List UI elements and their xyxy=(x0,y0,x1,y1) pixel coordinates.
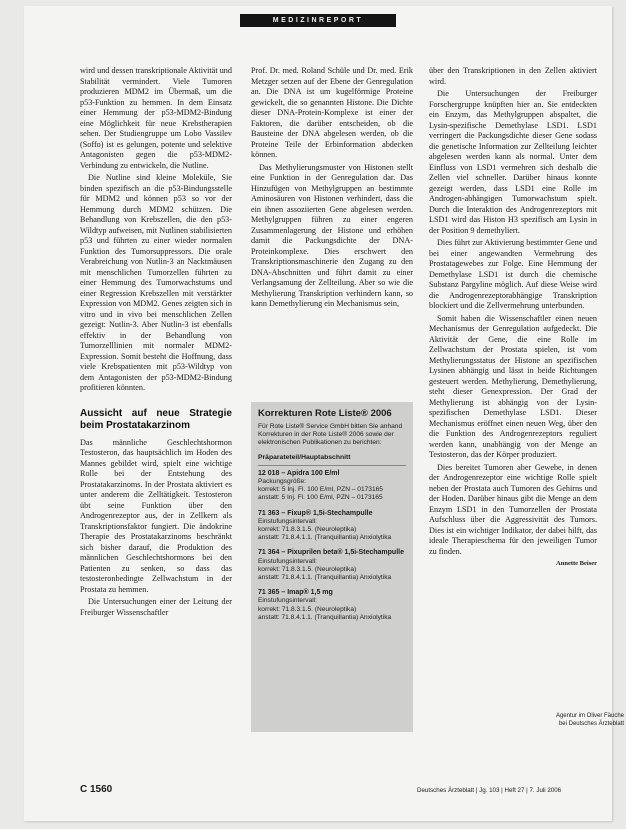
paragraph: Somit haben die Wissenschaftler einen neuen Mechanismus der Genregulation aufgedeckt. Die Aktivität der Gene, die eine Rolle im Zellwachstum der Prostata spielen, ist vom Methylierungsstatus der Histone an spezifischen Lysinen abhängig und lässt in beide Richtungen gesteuert werden. Methylierung, Demethylierung, steht dieser Genexpression. Der Grad der Methylierung ist abhängig von der Lysin-spezifischen Demethylase LSD1. Dieser Mechanismus eröffnet einen neuen Weg, über den die Funktion des Androgenrezeptors reguliert werden kann, unabhängig von der Menge an Testosteron, das der Körper produziert. xyxy=(429,313,597,459)
section-header: MEDIZINREPORT xyxy=(240,14,396,27)
drug-entry xyxy=(258,470,406,503)
paragraph: über den Transkriptionen in den Zellen aktiviert wird. xyxy=(429,66,597,86)
paragraph: Die Untersuchungen der Freiburger Forschergruppe knüpften hier an. Sie entdeckten ein Enzym, das Methylgruppen abspaltet, die Lysin-spezifische Demethylase LSD1. LSD1 verringert die Packungsdichte dieser Gene sodass die genetische Information zur Zellteilung leichter abgelesen werden kann als normal. Unter dem Einfluss von LSD1 vermehren sich deshalb die Zellen viel schneller. Darüber hinaus konnte gezeigt werden, dass LSD1 eine Rolle im Androgen-abhängigen Tumorwachstum spielt. Durch die Interaktion des Androgenrezeptors mit LSD1 wird das Histon H3 spezifisch am Lysin in der Position 9 demethyliert. xyxy=(429,89,597,235)
column-middle xyxy=(251,66,413,312)
box-category: Präparateteil/Hauptabschnitt xyxy=(258,453,351,461)
column-left xyxy=(80,66,232,620)
drug-anstatt: anstatt: 5 Inj. Fl. 100 E/ml, PZN – 0173165 xyxy=(258,494,383,502)
box-intro: Für Rote Liste® Service GmbH bitten Sie anhand Korrekturen in der Rote Liste® 2006 sowie der elektronischen Publikationen zu berichten: xyxy=(258,423,403,447)
drug-korrekt: korrekt: 71.8.3.1.5. (Neuroleptika) xyxy=(258,605,357,613)
drug-list xyxy=(258,470,406,622)
drug-korrekt: korrekt: 71.8.3.1.5. (Neuroleptika) xyxy=(258,526,357,534)
drug-anstatt: anstatt: 71.8.4.1.1. (Tranquillantia) Anxiolytika xyxy=(258,574,392,582)
drug-name: 71 363 – Fixup® 1,5i-Stechampulle xyxy=(258,509,373,517)
drug-entry xyxy=(258,549,406,582)
divider xyxy=(258,465,406,466)
paragraph: Die Nutline sind kleine Moleküle, Sie binden spezifisch an die p53-Bindungsstelle für MDM2 und können p53 so vor der Hemmung durch MDM2 schützen. Die Behandlung von Krebszellen, die den p53-Wildtyp aufweisen, mit Nutlinen stabilisierten p53 und führten zu einer wieder normalen Funktion des Tumorsuppressors. Die orale Verabreichung von Nutlin-3 an Nacktmäusen mit menschlichen Tumorzellen führten zu einer Hemmung des Tumorwachstums und einer Regression Krebszellen mit verstärkter Expression von MDM2. Genes zeigten sich in vitro und in vivo bei menschlichen Zellen gezeigt: Nutlin-3. Aber Nutlin-3 ist ebenfalls effektiv in der Behandlung von Tumorzelllinien mit normaler MDM2-Expression. Somit besteht die Hoffnung, dass viele Krebspatienten mit p53-Wildtyp von dem Antagonisten der p53-MDM2-Bindung profitieren könnten. xyxy=(80,173,232,392)
drug-name: 71 364 – Pixuprilen beta® 1,5i-Stechampulle xyxy=(258,549,404,557)
paragraph: Prof. Dr. med. Roland Schüle und Dr. med. Erik Metzger setzen auf der Ebene der Genregulation an. Die DNA ist um kugelförmige Proteine gewickelt, die so genannten Histone. Die Dichte dieser DNA-Protein-Komplexe ist einer der Faktoren, die darüber entscheiden, ob die Bausteine der DNA abgelesen werden, ob die Proteine Teile der Erbinformation abdecken können. xyxy=(251,66,413,159)
author-signature: Annette Beiser xyxy=(556,560,597,567)
drug-sub: Einstufungsintervall: xyxy=(258,597,318,605)
paragraph: Die Untersuchungen einer der Leitung der Freiburger Wissenschaftler xyxy=(80,597,232,617)
column-right xyxy=(429,66,597,570)
drug-entry xyxy=(258,510,406,543)
author-credit: Agentur im Oliver Fäuche bei Deutsches Ärzteblatt xyxy=(555,713,624,727)
page-number: C 1560 xyxy=(80,784,113,795)
drug-sub: Einstufungsintervall: xyxy=(258,557,318,565)
paragraph: Dies führt zur Aktivierung bestimmter Gene und bei einer angewandten Vermehrung des Prostatagewebes zur Folge. Eine Hemmung der Demethylase LSD1 ist durch die chemische Substanz Pargyline möglich. Auf diese Weise wird die Androgenrezeptorabhängige Transkription blockiert und die Zellvermehrung unterbunden. xyxy=(429,238,597,310)
drug-anstatt: anstatt: 71.8.4.1.1. (Tranquillantia) Anxiolytika xyxy=(258,613,392,621)
journal-page xyxy=(24,6,624,821)
drug-sub: Einstufungsintervall: xyxy=(258,517,318,525)
drug-name: 71 365 – Imap® 1,5 mg xyxy=(258,589,333,597)
drug-entry xyxy=(258,589,406,622)
drug-anstatt: anstatt: 71.8.4.1.1. (Tranquillantia) Anxiolytika xyxy=(258,534,392,542)
corrections-box xyxy=(251,402,413,732)
drug-name: 12 018 – Apidra 100 E/ml xyxy=(258,469,340,477)
drug-korrekt: korrekt: 71.8.3.1.5. (Neuroleptika) xyxy=(258,565,357,573)
drug-korrekt: korrekt: 5 Inj. Fl. 100 E/ml, PZN – 0173165 xyxy=(258,486,383,494)
paragraph: wird und dessen transkriptionale Aktivität und Stabilität vermindert. Viele Tumoren produzieren MDM2 im Übermaß, um die p53-Funktion zu hemmen. In dem Einsatz einer Hemmung der p53-MDM2-Bindung eine Möglichkeit für neue Krebstherapien sehen. Der Studiengruppe um Lobo Vassilev (Soffo) ist es gelungen, potente und selektive Antagonisten gegen die p53-MDM2-Verbindung zu entwickeln, die Nutline. xyxy=(80,66,232,170)
paragraph: Das männliche Geschlechtshormon Testosteron, das hauptsächlich im Hoden des Mannes gebildet wird, spielt eine wichtige Rolle bei der Entstehung des Prostatakarzinoms. In der Prostata aktiviert es unter anderem die Zelltätigkeit. Testosteron übt seine Funktion über den Androgenrezeptor aus, der in Zellkern als Transkriptionsfaktor fungiert. Die ändokrine Therapie des Prostatakarzinoms beschränkt sich bisher darauf, die Produktion des männlichen Geschlechtshormons bei den Patienten zu senken, so dass das testosteronbedingte Zellwachstum in der Prostata zu hemmen. xyxy=(80,437,232,594)
box-title: Korrekturen Rote Liste® 2006 xyxy=(258,408,392,419)
journal-citation: Deutsches Ärzteblatt | Jg. 103 | Heft 27 | 7. Juli 2006 xyxy=(417,787,562,794)
paragraph: Das Methylierungsmuster von Histonen stellt eine Funktion in der Genregulation dar. Das Hinzufügen von Methylgruppen an bestimmte Aminosäuren von Histonen verhindert, dass die ein ihnen assoziierten Gene abgelesen werden. Methylgruppen führen zu einer engeren Zusammenlagerung der Histone und erhöhen damit die Packungsdichte der DNA-Proteinkomplexe. Dies erschwert den Transkriptionsmaschinerie den Zugang zu den DNA-Abschnitten und führt damit zu einer Verlangsamung der Zellteilung. Aber so wie die Methylierung Transkription verhindern kann, so kann Demethylierung ein Mechanismus sein, xyxy=(251,162,413,308)
section-heading: Aussicht auf neue Strategie beim Prostatakarzinom xyxy=(80,407,232,431)
paragraph: Dies bereitet Tumoren aber Gewebe, in denen der Androgenrezeptor eine wichtige Rolle spielt neben der Prostata auch Tumoren des Gehirns und der Hoden. Darüber hinaus gibt die Menge an dem Enzym LSD1 in den Tumorzellen der Prostata Aufschluss über die Aggressivität des Tumors. Dies ist ein wichtiger Indikator, der dabei hilft, das ideale Therapieschema für den jeweiligen Tumor zu finden. xyxy=(429,462,597,556)
drug-sub: Packungsgröße: xyxy=(258,478,307,486)
